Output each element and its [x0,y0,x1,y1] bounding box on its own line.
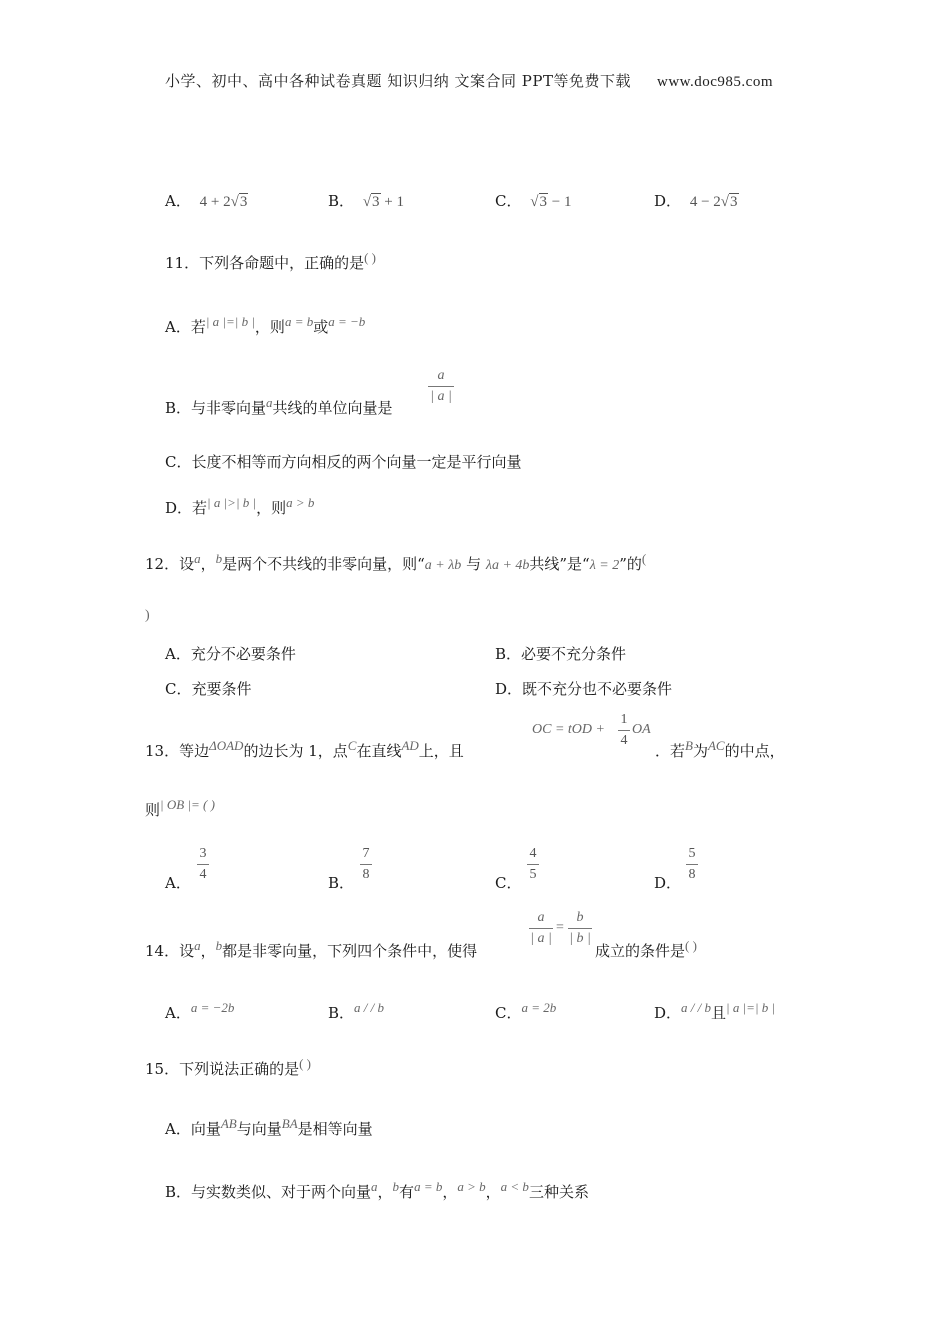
q12-text1: 12．设 [145,555,195,573]
q13-equation-fraction [618,712,630,749]
q10-b-label: B． [328,192,355,210]
q14-d-label: D． [654,1004,682,1022]
q14-stem-tail [595,938,697,961]
q10-a-value: 4 + 2 [199,194,231,210]
q13-eq-num: 1 [620,712,628,727]
q12-option-b: B．必要不充分条件 [495,645,627,663]
q14-fraction-b [568,910,592,947]
q13-text3: 在直线 [356,742,402,760]
q13-option-denominator: 8 [362,867,370,882]
q12-math4: λa + 4b [485,558,530,573]
q14-c-label: C． [495,1004,522,1022]
q11-b-label: B．与非零向量 [165,399,267,417]
q14-text3: 都是非零向量，下列四个条件中，使得 [222,942,478,960]
q15-b-text4: ， [442,1183,458,1201]
q12-option-a: A．充分不必要条件 [165,645,296,663]
q11-stem [165,250,376,273]
q11-a-text1: ，则 [254,318,285,336]
q11-a-math3: a = −b [328,314,366,329]
q13-text5: ．若 [655,742,686,760]
q13-math2: C [347,738,357,753]
q13-math5: AC [707,738,725,753]
q11-d-text1: ，则 [256,499,287,517]
q14-stem [145,938,477,961]
header-url: www.doc985.com [657,74,774,90]
q10-d-label: D． [654,192,682,210]
q11-option-a [165,314,365,337]
q11-d-label: D．若 [165,499,208,517]
q13-option-label: C． [495,874,522,892]
q14-d-text: 且 [711,1004,727,1022]
q14-text4: 成立的条件是 [595,942,686,960]
q14-paren: ( ) [685,938,697,953]
q15-b-math1: a [371,1179,378,1194]
q13-text8: 则 [145,801,161,819]
q11-b-fraction [428,368,454,405]
q13-option-fraction [686,846,698,883]
q13-option-numerator: 4 [529,846,537,861]
q10-c-radicand: 3 [539,194,547,210]
q11-option-b [165,395,393,418]
q11-b-frac-num: a [437,368,445,383]
q13-stem-line2 [145,797,215,820]
q10-a-label: A． [165,192,191,210]
q15-a-math1: AB [220,1116,237,1131]
q14-option-d [654,1000,775,1023]
q13-text4: 上，且 [418,742,464,760]
q13-stem-line1 [145,738,464,761]
q12-paren-close: ) [145,608,150,623]
q15-a-text1: A．向量 [165,1120,221,1138]
q14-c-math: a = 2b [521,1000,557,1015]
q12-text2: ， [200,555,216,573]
q15-a-math2: BA [281,1116,298,1131]
q13-option-label: D． [654,874,682,892]
q14-a-math: a = −2b [190,1000,235,1015]
q12-option-c: C．充要条件 [165,680,252,698]
q12-stem [145,551,646,574]
q14-math1: a [194,938,201,953]
q11-d-math2: a > b [286,495,315,510]
q15-stem [145,1056,311,1079]
q10-option-b: B． √3 + 1 [328,192,405,210]
q15-b-text1: B．与实数类似、对于两个向量 [165,1183,372,1201]
q14-f2-den: | b | [569,931,591,946]
q14-equals: = [556,920,564,935]
q13-option-denominator: 8 [688,867,696,882]
q10-option-a: A． 4 + 2√3 [165,192,248,210]
q12-option-d: D．既不充分也不必要条件 [495,680,673,698]
q10-b-value: + 1 [384,194,405,210]
q13-option-fraction [527,846,539,883]
q14-b-math: a / / b [354,1000,385,1015]
q12-math5: λ = 2 [589,558,620,573]
q13-text6: 为 [692,742,708,760]
q11-d-math1: | a |>| b | [207,495,257,510]
q12-math3: a + λb [424,558,462,573]
q13-math3: AD [401,738,419,753]
q15-b-math4: a > b [457,1179,486,1194]
q13-option-fraction [360,846,372,883]
page-header [165,70,773,91]
q14-f1-den: | a | [530,931,552,946]
q15-a-text3: 是相等向量 [297,1120,373,1138]
q11-a-math2: a = b [284,314,314,329]
q15-b-math5: a < b [500,1179,529,1194]
q13-option-numerator: 5 [688,846,696,861]
q15-b-text2: ， [377,1183,393,1201]
q14-option-c [495,1000,556,1023]
q10-b-radicand: 3 [372,194,380,210]
q13-text1: 13．等边 [145,742,210,760]
q12-math2: b [215,551,223,566]
q12-math1: a [194,551,201,566]
q14-fraction-a [529,910,553,947]
q15-stem-text: 15．下列说法正确的是 [145,1060,300,1078]
q13-math6: | OB |= ( ) [160,797,215,812]
q15-b-text5: ， [485,1183,501,1201]
q14-text2: ， [200,942,216,960]
q15-paren: ( ) [299,1056,312,1071]
q10-d-value: 4 − 2 [689,194,721,210]
q14-a-label: A． [165,1004,191,1022]
q13-option-denominator: 5 [529,867,537,882]
q15-b-math2: b [392,1179,400,1194]
q11-b-text1: 共线的单位向量是 [272,399,393,417]
q14-b-label: B． [328,1004,355,1022]
q10-c-value: − 1 [551,194,572,210]
q14-option-b [328,1000,384,1023]
q13-text7: 的中点， [724,742,785,760]
q10-option-d: D． 4 − 2√3 [654,192,738,210]
q11-option-c: C．长度不相等而方向相反的两个向量一定是平行向量 [165,453,522,471]
q15-option-a [165,1116,373,1139]
q13-eq-den: 4 [620,733,628,748]
q10-option-c: C． √3 − 1 [495,192,572,210]
q15-b-text3: 有 [399,1183,415,1201]
q13-option-numerator: 7 [362,846,370,861]
q15-b-text6: 三种关系 [528,1183,589,1201]
q13-option-label: B． [328,874,355,892]
q12-text3: 是两个不共线的非零向量，则“ [222,555,425,573]
q10-a-radicand: 3 [239,194,248,210]
q14-text1: 14．设 [145,942,195,960]
q12-text5: 共线”是“ [529,555,590,573]
q15-a-text2: 与向量 [236,1120,282,1138]
q13-text2: 的边长为 1，点 [243,742,348,760]
header-title: 小学、初中、高中各种试卷真题 知识归纳 文案合同 PPT等免费下载 [165,72,631,90]
q12-text6: ”的 [619,555,642,573]
q13-option-numerator: 3 [199,846,207,861]
q11-stem-text: 11．下列各命题中，正确的是 [165,254,365,272]
q11-a-math1: | a |=| b | [205,314,255,329]
q11-b-frac-den: | a | [430,389,452,404]
q11-option-d [165,495,314,518]
q13-math1: ΔOAD [209,738,244,753]
q13-equation-right: OA [632,722,651,737]
q14-option-a [165,1000,234,1023]
q14-d-math1: a / / b [681,1000,712,1015]
q13-option-label: A． [165,874,191,892]
q10-c-label: C． [495,192,522,210]
q13-math4: B [685,738,693,753]
q10-d-radicand: 3 [730,194,738,210]
q14-f2-num: b [576,910,584,925]
q15-b-math3: a = b [414,1179,443,1194]
q13-option-fraction [197,846,209,883]
q14-math2: b [215,938,223,953]
q11-a-text2: 或 [313,318,329,336]
q12-text4: 与 [466,555,482,573]
q13-option-denominator: 4 [199,867,207,882]
q15-option-b [165,1179,589,1202]
q13-equation-left: OC = tOD + [532,722,605,737]
q14-f1-num: a [537,910,545,925]
q12-paren-open: ( [641,551,647,566]
q11-paren: ( ) [364,250,377,265]
q14-d-math2: | a |=| b | [726,1000,776,1015]
q13-stem-tail [655,738,785,761]
q11-a-label: A．若 [165,318,206,336]
q11-b-math1: a [266,395,273,410]
